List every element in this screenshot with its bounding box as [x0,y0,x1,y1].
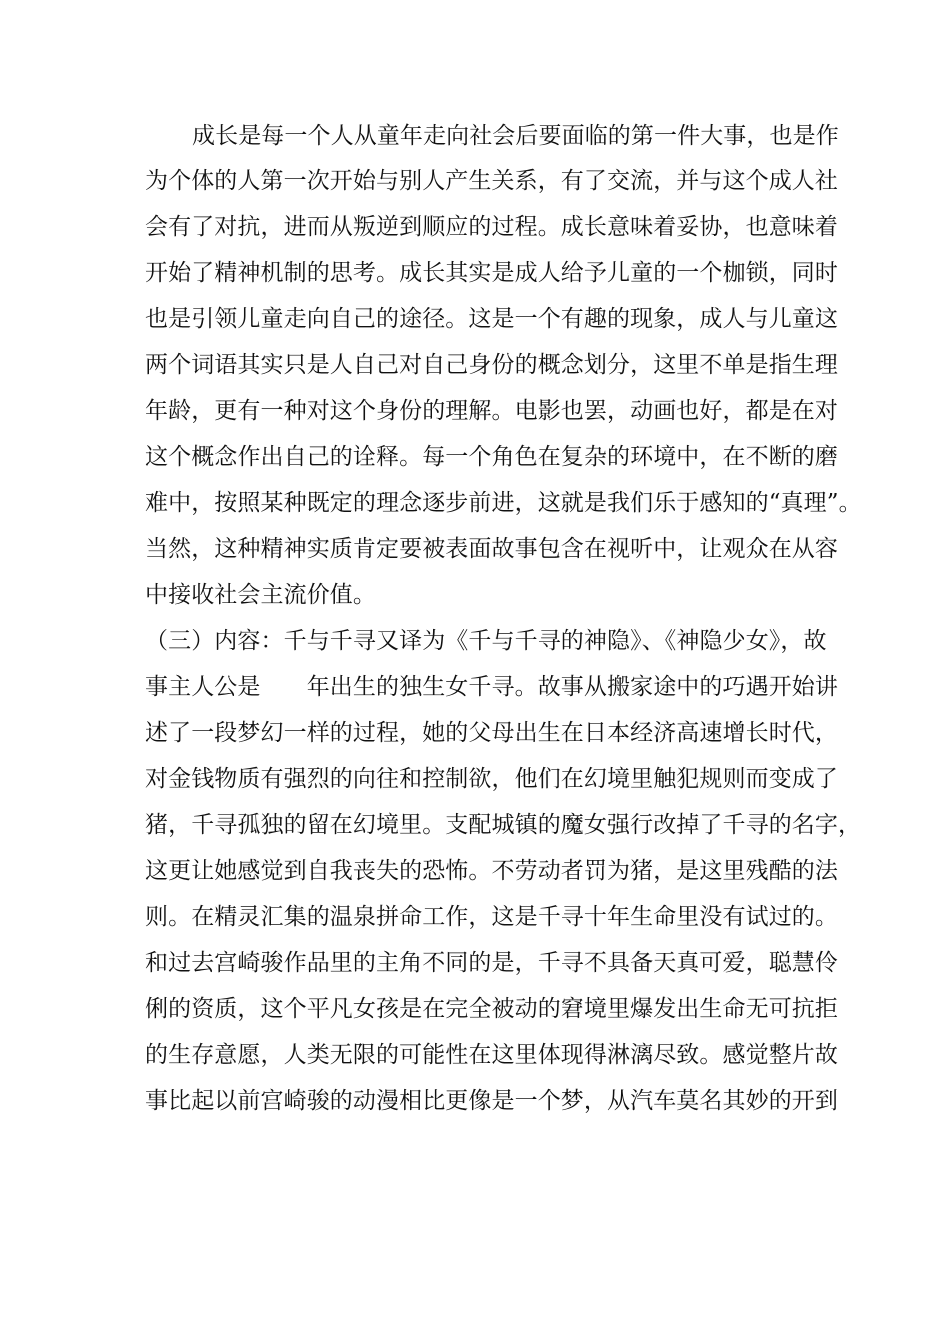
paragraph-line: 事比起以前宫崎骏的动漫相比更像是一个梦，从汽车莫名其妙的开到 [145,1088,838,1114]
section-heading-line: 事主人公是 年出生的独生女千寻。故事从搬家途中的巧遇开始讲 [145,674,838,700]
paragraph-line: 这个概念作出自己的诠释。每一个角色在复杂的环境中，在不断的磨 [145,444,838,470]
paragraph-line: 年龄，更有一种对这个身份的理解。电影也罢，动画也好，都是在对 [145,398,838,424]
paragraph-line: 则。在精灵汇集的温泉拼命工作，这是千寻十年生命里没有试过的。 [145,904,838,930]
paragraph-line: 猪，千寻孤独的留在幻境里。支配城镇的魔女强行改掉了千寻的名字， [145,812,862,838]
paragraph-line: 当然，这种精神实质肯定要被表面故事包含在视听中，让观众在从容 [145,536,838,562]
paragraph-line: 也是引领儿童走向自己的途径。这是一个有趣的现象，成人与儿童这 [145,306,838,332]
paragraph-line: 对金钱物质有强烈的向往和控制欲，他们在幻境里触犯规则而变成了 [145,766,838,792]
paragraph-line: 为个体的人第一次开始与别人产生关系，有了交流，并与这个成人社 [145,168,838,194]
paragraph-line: 述了一段梦幻一样的过程，她的父母出生在日本经济高速增长时代， [145,720,838,746]
paragraph-line: （三）内容：千与千寻又译为《千与千寻的神隐》、《神隐少女》，故 [145,628,827,654]
paragraph-line: 开始了精神机制的思考。成长其实是成人给予儿童的一个枷锁，同时 [145,260,838,286]
paragraph-line: 中接收社会主流价值。 [145,582,376,608]
paragraph-line: 会有了对抗，进而从叛逆到顺应的过程。成长意味着妥协，也意味着 [145,214,838,240]
paragraph-line: 和过去宫崎骏作品里的主角不同的是，千寻不具备天真可爱，聪慧伶 [145,950,838,976]
paragraph-line: 俐的资质，这个平凡女孩是在完全被动的窘境里爆发出生命无可抗拒 [145,996,838,1022]
paragraph-line: 难中，按照某种既定的理念逐步前进，这就是我们乐于感知的“真理”。 [145,490,862,516]
paragraph-line: 成长是每一个人从童年走向社会后要面临的第一件大事，也是作 [192,123,839,149]
paragraph-line: 两个词语其实只是人自己对自己身份的概念划分，这里不单是指生理 [145,352,838,378]
paragraph-line: 的生存意愿，人类无限的可能性在这里体现得淋漓尽致。感觉整片故 [145,1042,838,1068]
paragraph-line: 这更让她感觉到自我丧失的恐怖。不劳动者罚为猪，是这里残酷的法 [145,858,838,884]
